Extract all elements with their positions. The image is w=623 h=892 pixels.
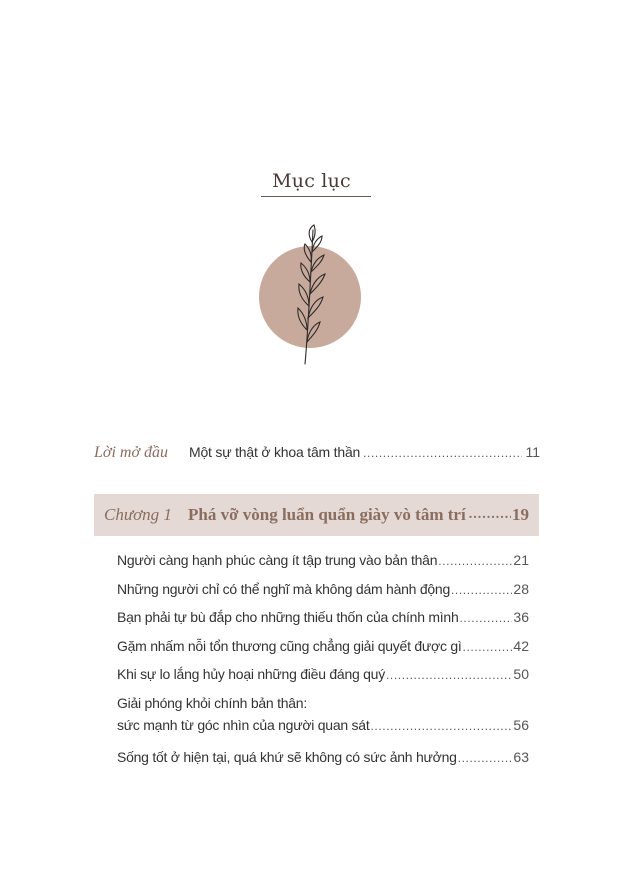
chapter-page-number: 19 [512, 505, 529, 524]
dot-leader [460, 611, 513, 625]
entry-title: Khi sự lo lắng hủy hoại những điều đáng quý [117, 666, 385, 682]
preface-title: Một sự thật ở khoa tâm thần [189, 444, 361, 460]
dot-leader [363, 446, 522, 460]
chapter-label: Chương 1 [104, 505, 172, 524]
preface-label: Lời mở đầu [94, 444, 168, 461]
chapter-title: Phá vỡ vòng luẩn quẩn giày vò tâm trí [188, 505, 466, 524]
toc-chapter-1-row[interactable] [94, 494, 539, 536]
dot-leader [370, 719, 512, 733]
toc-entry[interactable] [117, 695, 529, 743]
dot-leader [451, 583, 512, 597]
dot-leader [438, 554, 512, 568]
page-title: Mục lục [272, 170, 351, 192]
toc-entry[interactable] [117, 581, 529, 610]
entry-title-line-2: sức mạnh từ góc nhìn của người quan sát [117, 716, 370, 733]
entry-title: Những người chỉ có thể nghĩ mà không dám hành động [117, 580, 450, 597]
entry-page-number: 50 [513, 666, 529, 682]
entry-title: Gặm nhấm nỗi tổn thương cũng chẳng giải quyết được gì [117, 637, 462, 654]
toc-entry[interactable] [117, 609, 529, 638]
entry-page-number: 42 [513, 637, 529, 654]
title-underline [261, 196, 371, 197]
entry-title: Sống tốt ở hiện tại, quá khứ sẽ không có sức ảnh hưởng [117, 748, 457, 765]
preface-page-number: 11 [525, 444, 540, 460]
entry-title-line-1: Giải phóng khỏi chính bản thân: [117, 694, 307, 711]
dot-leader [386, 668, 512, 682]
entry-page-number: 36 [513, 609, 529, 625]
toc-entry-list [117, 552, 529, 777]
dot-leader [463, 640, 513, 654]
dot-leader [458, 751, 513, 765]
entry-page-number: 21 [513, 552, 529, 568]
leaf-branch-on-circle-icon [255, 222, 370, 372]
toc-entry[interactable] [117, 638, 529, 667]
toc-entry[interactable] [117, 552, 529, 581]
entry-page-number: 28 [513, 580, 529, 597]
toc-entry[interactable] [117, 749, 529, 778]
toc-entry[interactable] [117, 666, 529, 695]
dot-leader [469, 507, 511, 523]
entry-page-number: 63 [513, 748, 529, 765]
entry-page-number: 56 [513, 716, 529, 733]
entry-title: Người càng hạnh phúc càng ít tập trung vào bản thân [117, 552, 438, 568]
toc-preface-row[interactable] [94, 444, 540, 466]
entry-title: Bạn phải tự bù đắp cho những thiếu thốn của chính mình [117, 609, 459, 625]
